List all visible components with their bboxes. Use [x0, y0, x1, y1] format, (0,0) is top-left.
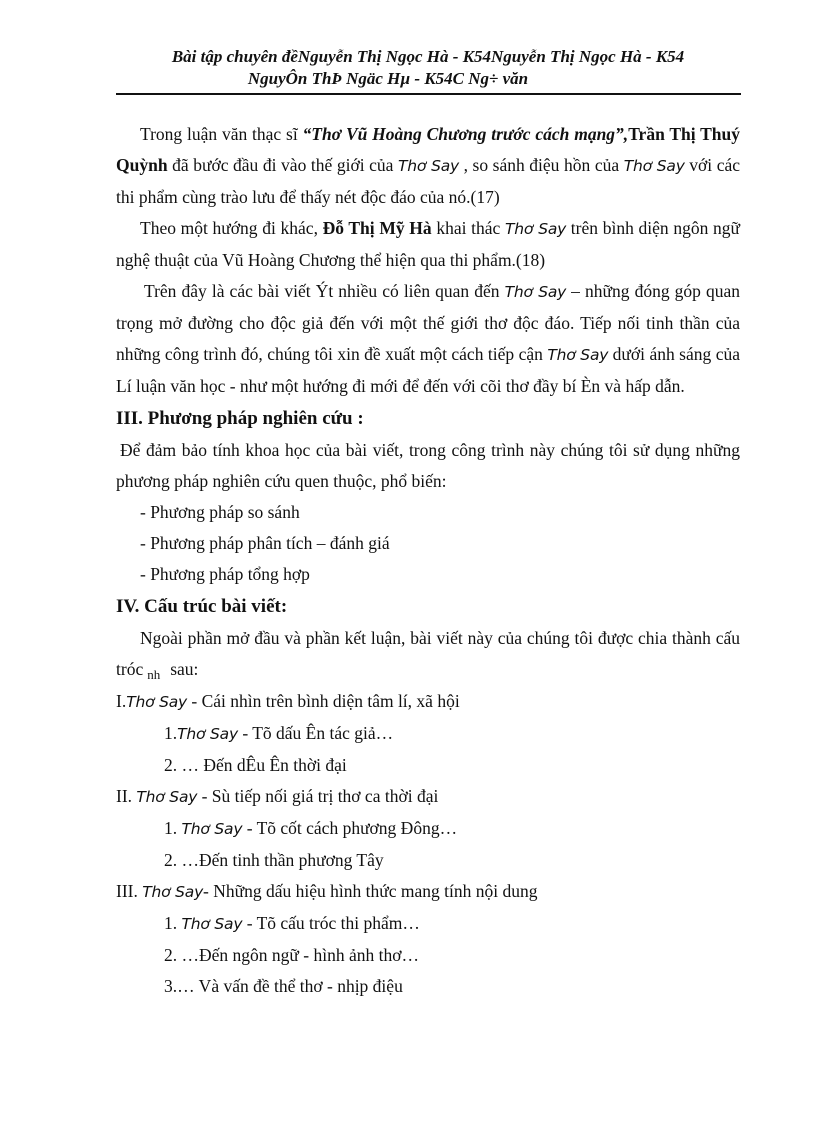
paragraph-thesis-quynh: [116, 119, 740, 213]
item-number: 2.: [164, 850, 182, 870]
outline-item: [116, 750, 740, 781]
method-item: - Phương pháp so sánh: [140, 502, 300, 522]
work-title: Thơ Say: [623, 157, 685, 175]
item-text: … Đến dÊu Ên thời đại: [177, 755, 347, 775]
text-run: khai thác: [431, 218, 505, 238]
work-title: Thơ Say: [181, 820, 243, 838]
work-title: Thơ Say: [505, 220, 567, 238]
outline-item: [116, 940, 740, 971]
item-number: 1.: [164, 818, 182, 838]
item-number: 2.: [164, 755, 178, 775]
part-title: - Cái nhìn trên bình diện tâm lí, xã hội: [187, 691, 460, 711]
outline-part: [116, 781, 740, 813]
text-run: , so sánh điệu hồn của: [459, 155, 624, 175]
text-run: nh: [147, 667, 161, 682]
work-title: Thơ Say: [177, 725, 238, 743]
work-title: Thơ Say: [142, 883, 204, 901]
header-rule: [116, 93, 741, 95]
item-text: - Tõ cấu tróc thi phẩm…: [242, 913, 420, 933]
part-number: III.: [116, 881, 143, 901]
method-item: - Phương pháp tổng hợp: [140, 564, 310, 584]
item-number: 3.: [164, 976, 178, 996]
part-title: - Những dấu hiệu hình thức mang tính nội dung: [203, 881, 538, 901]
item-text: … Và vấn đề thể thơ - nhịp điệu: [177, 976, 403, 996]
text-run: đã bước đầu đi vào thế giới của: [167, 155, 398, 175]
work-title: Thơ Say: [181, 915, 243, 933]
outline-part: [116, 686, 740, 718]
author-name: Trần Thị Thuý Quỳnh: [116, 124, 740, 175]
thesis-title: “Thơ Vũ Hoàng Chương trước cách mạng”,: [302, 124, 629, 144]
text-run: trên bình diện ngôn ngữ nghệ thuật của Vũ Hoàng Chương thể hiện qua thi phẩm.(18): [116, 218, 740, 270]
header-line-2: NguyÔn ThÞ Ngäc Hµ - K54C Ng÷ văn: [247, 69, 529, 88]
section-heading-structure: IV. Cấu trúc bài viết:: [116, 596, 288, 617]
item-number: 1.: [164, 723, 178, 743]
header-line-1: Bài tập chuyên đềNguyễn Thị Ngọc Hà - K54Nguyễn Thị Ngọc Hà - K54: [171, 47, 685, 66]
text-run: sau:: [170, 659, 199, 679]
text-run: – những đóng góp quan trọng mở đường cho độc giả đến với một thế giới thơ độc đáo. Tiếp nối tinh thần của những công trình đó, chúng tôi xin đề xuất một cách tiếp cận: [116, 281, 740, 364]
outline-item: [116, 718, 740, 750]
paragraph-summary: [116, 276, 740, 402]
work-title: Thơ Say: [504, 283, 567, 301]
work-title: Thơ Say: [126, 693, 188, 711]
work-title: Thơ Say: [136, 788, 198, 806]
outline-item: [116, 971, 740, 1002]
outline-item: [116, 813, 740, 845]
text-run: Trong luận văn thạc sĩ: [140, 124, 303, 144]
method-item: - Phương pháp phân tích – đánh giá: [140, 533, 390, 553]
outline-item: [116, 908, 740, 940]
item-number: 1.: [164, 913, 182, 933]
text-run: Ngoài phần mở đầu và phần kết luận, bài viết này của chúng tôi được chia thành cấu tróc: [116, 628, 740, 679]
part-number: I.: [116, 691, 127, 711]
item-number: 2.: [164, 945, 182, 965]
document-body: [116, 119, 740, 1002]
item-text: …Đến tinh thần phương Tây: [181, 850, 384, 870]
part-number: II.: [116, 786, 137, 806]
section-heading-methods: III. Phương pháp nghiên cứu :: [116, 408, 364, 429]
outline-part: [116, 876, 740, 908]
work-title: Thơ Say: [398, 157, 460, 175]
outline-item: [116, 845, 740, 876]
part-title: - Sù tiếp nối giá trị thơ ca thời đại: [197, 786, 439, 806]
methods-intro: Để đảm bảo tính khoa học của bài viết, trong công trình này chúng tôi sử dụng những phương pháp nghiên cứu quen thuộc, phổ biến:: [116, 440, 740, 491]
item-text: - Tõ dấu Ên tác giả…: [237, 723, 394, 743]
page-header: [116, 46, 740, 90]
item-text: - Tõ cốt cách phương Đông…: [242, 818, 458, 838]
structure-intro: [116, 623, 740, 686]
text-run: Trên đây là các bài viết Ýt nhiều có liên quan đến: [144, 281, 505, 301]
paragraph-thesis-ha: [116, 213, 740, 276]
item-text: …Đến ngôn ngữ - hình ảnh thơ…: [181, 945, 419, 965]
author-name: Đỗ Thị Mỹ Hà: [322, 218, 432, 238]
text-run: với các thi phẩm cùng trào lưu để thấy nét độc đáo của nó.(17): [116, 155, 741, 207]
work-title: Thơ Say: [547, 346, 609, 364]
text-run: Theo một hướng đi khác,: [140, 218, 323, 238]
text-run: dưới ánh sáng của Lí luận văn học - như một hướng đi mới để đến với cõi thơ đầy bí Èn và hấp dẫn.: [116, 344, 740, 396]
